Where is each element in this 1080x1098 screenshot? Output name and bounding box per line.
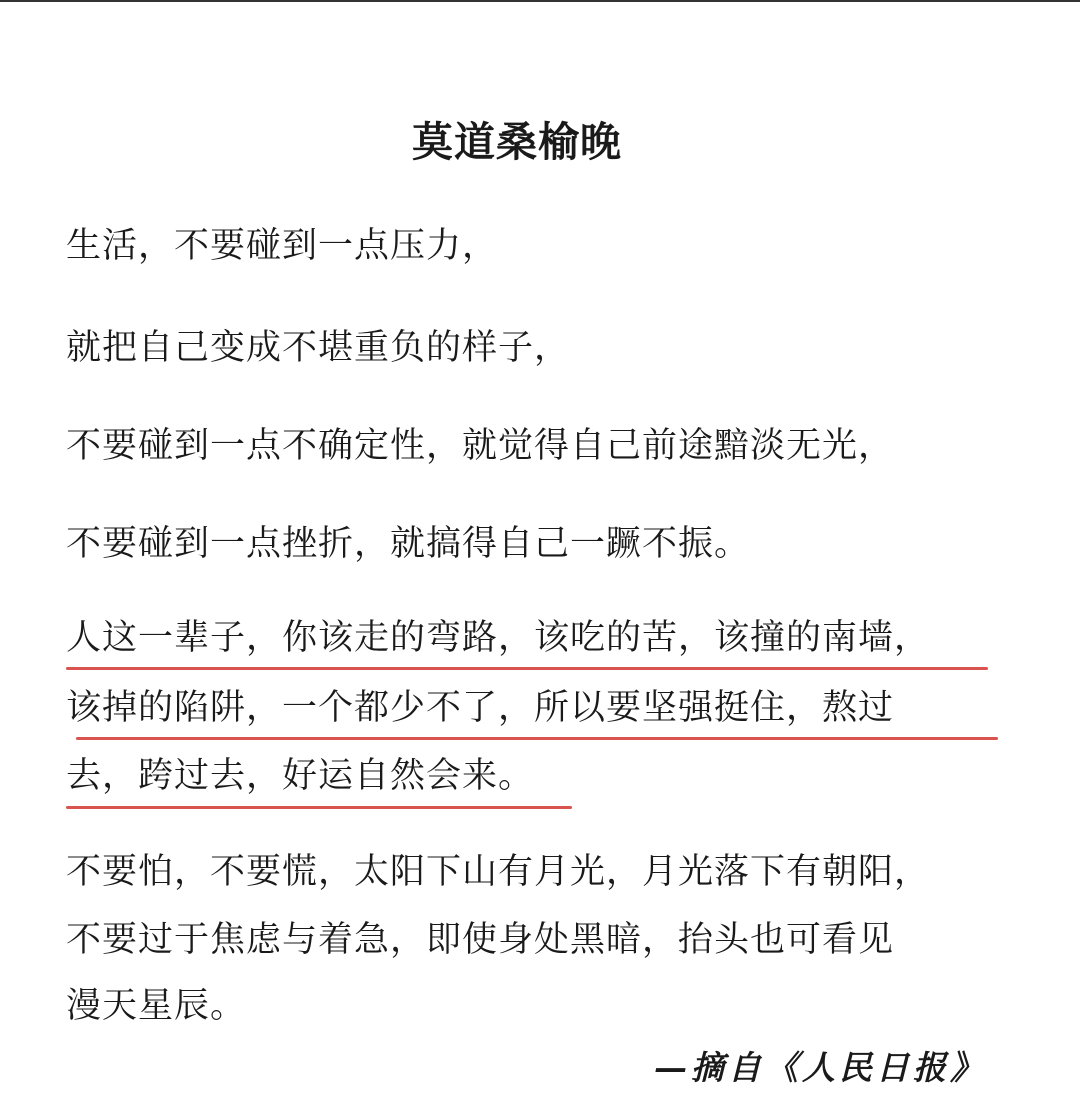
paragraph-5-line-1: 人这一辈子，你该走的弯路，该吃的苦，该撞的南墙， [66, 618, 931, 658]
paragraph-6-line-1: 不要怕，不要慌，太阳下山有月光，月光落下有朝阳， [66, 852, 931, 892]
source-attribution: —摘自《人民日报》 [654, 1048, 987, 1087]
paragraph-4-line-1: 不要碰到一点挫折，就搞得自己一蹶不振。 [66, 524, 751, 564]
paragraph-5-line-2: 该掉的陷阱，一个都少不了，所以要坚强挺住，熬过 [66, 688, 895, 728]
highlight-underline-3 [66, 806, 572, 809]
highlight-underline-1 [66, 667, 988, 670]
paragraph-3-line-1: 不要碰到一点不确定性，就觉得自己前途黯淡无光， [66, 426, 895, 466]
article-title: 莫道桑榆晚 [412, 118, 622, 166]
paragraph-1-line-1: 生活，不要碰到一点压力， [66, 226, 499, 266]
top-border [0, 0, 1080, 2]
paragraph-5-line-3: 去，跨过去，好运自然会来。 [66, 756, 535, 796]
paragraph-6-line-3: 漫天星辰。 [66, 986, 247, 1026]
highlight-underline-2 [76, 737, 998, 740]
paragraph-6-line-2: 不要过于焦虑与着急，即使身处黑暗，抬头也可看见 [66, 920, 895, 960]
paragraph-2-line-1: 就把自己变成不堪重负的样子， [66, 328, 571, 368]
